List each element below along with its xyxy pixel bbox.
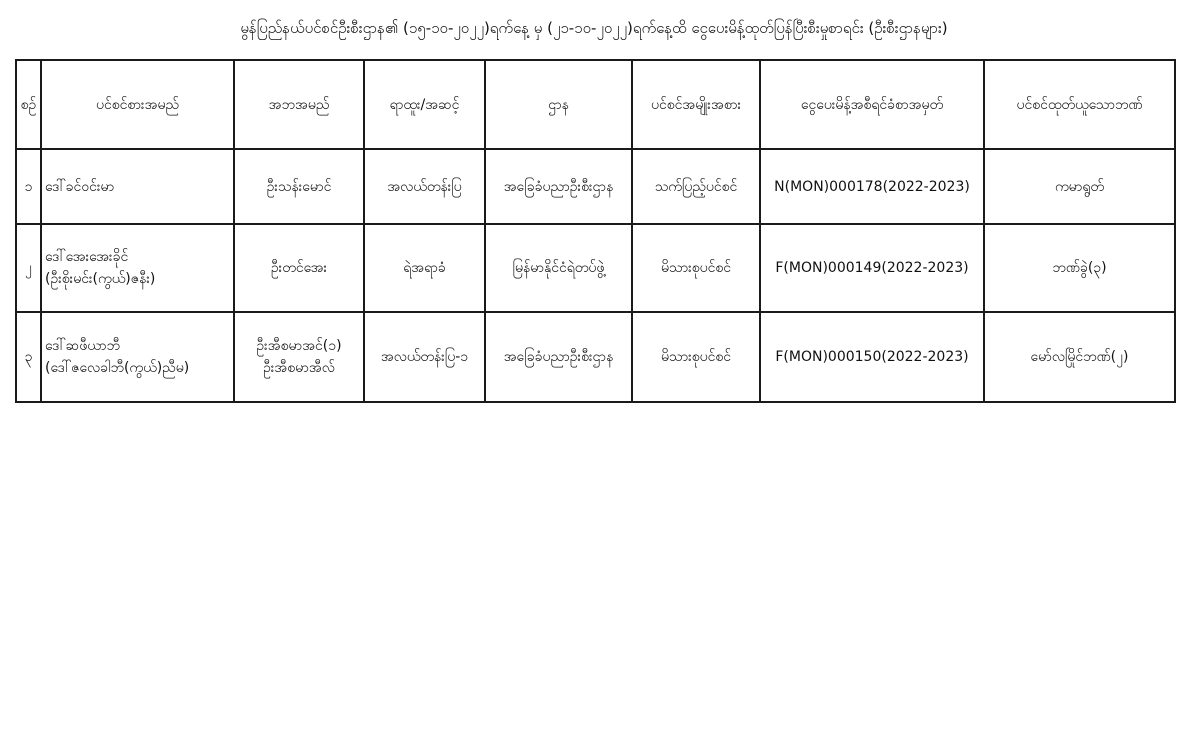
bank: မော်လမြိုင်ဘဏ်(၂) xyxy=(984,312,1175,402)
header-pensioner-name: ပင်စင်စားအမည် xyxy=(41,60,234,149)
father-name-line: ဦးအီစမာအီလ် xyxy=(263,360,335,376)
bank: ကမာရွတ် xyxy=(984,149,1175,224)
pensioner-name xyxy=(41,149,234,224)
pension-table xyxy=(15,59,1176,403)
row-number: ၃ xyxy=(16,312,41,402)
father-name-line: ဦးအီစမာအင်(၁) xyxy=(256,338,342,354)
order-number: F(MON)000149(2022-2023) xyxy=(760,224,984,312)
header-father-name: အဘအမည် xyxy=(234,60,364,149)
father-name xyxy=(234,149,364,224)
department: မြန်မာနိုင်ငံရဲတပ်ဖွဲ့ xyxy=(485,224,632,312)
header-rank: ရာထူး/အဆင့် xyxy=(364,60,485,149)
table-row xyxy=(16,312,1175,402)
department: အခြေခံပညာဦးစီးဌာန xyxy=(485,149,632,224)
pensioner-name xyxy=(41,224,234,312)
pension-type: သက်ပြည့်ပင်စင် xyxy=(632,149,760,224)
header-no: စဉ် xyxy=(16,60,41,149)
table-row xyxy=(16,224,1175,312)
order-number: N(MON)000178(2022-2023) xyxy=(760,149,984,224)
table-row xyxy=(16,149,1175,224)
order-number: F(MON)000150(2022-2023) xyxy=(760,312,984,402)
pensioner-name-line: ဒေါ်ခင်ဝင်းမာ xyxy=(45,178,115,195)
bank: ဘဏ်ခွဲ(၃) xyxy=(984,224,1175,312)
header-bank: ပင်စင်ထုတ်ယူသောဘဏ် xyxy=(984,60,1175,149)
father-name xyxy=(234,312,364,402)
header-pension-type: ပင်စင်အမျိုးအစား xyxy=(632,60,760,149)
father-name xyxy=(234,224,364,312)
pension-type: မိသားစုပင်စင် xyxy=(632,224,760,312)
rank: အလယ်တန်းပြ-၁ xyxy=(364,312,485,402)
rank: အလယ်တန်းပြ xyxy=(364,149,485,224)
pensioner-name xyxy=(41,312,234,402)
header-department: ဌာန xyxy=(485,60,632,149)
department: အခြေခံပညာဦးစီးဌာန xyxy=(485,312,632,402)
header-order-number: ငွေပေးမိန့်အစီရင်ခံစာအမှတ် xyxy=(760,60,984,149)
page-title: မွန်ပြည်နယ်ပင်စင်ဦးစီးဌာန၏ (၁၅-၁၀-၂၀၂၂)ရက်နေ့ မှ (၂၁-၁၀-၂၀၂၂)ရက်နေ့ထိ ငွေပေးမိန့်ထုတ်ပြန်ပြီးစီးမှုစာရင်း (ဦးစီးဌာနများ) xyxy=(240,19,948,37)
father-name-line: ဦးသန်းမောင် xyxy=(266,178,332,195)
row-number: ၁ xyxy=(16,149,41,224)
pension-type: မိသားစုပင်စင် xyxy=(632,312,760,402)
pensioner-relation-line: (ဒေါ်ဇလေခါဘီ(ကွယ်)ညီမ) xyxy=(45,360,190,376)
rank: ရဲအရာခံ xyxy=(364,224,485,312)
pensioner-name-line: ဒေါ်အေးအေးခိုင် xyxy=(45,249,129,265)
pensioner-name-line: ဒေါ်ဆဖီယာဘီ xyxy=(45,338,121,354)
header-row xyxy=(16,60,1175,149)
pensioner-relation-line: (ဦးစိုးမင်း(ကွယ်)ဇနီး) xyxy=(45,271,156,287)
father-name-line: ဦးတင်အေး xyxy=(270,260,328,276)
row-number: ၂ xyxy=(16,224,41,312)
